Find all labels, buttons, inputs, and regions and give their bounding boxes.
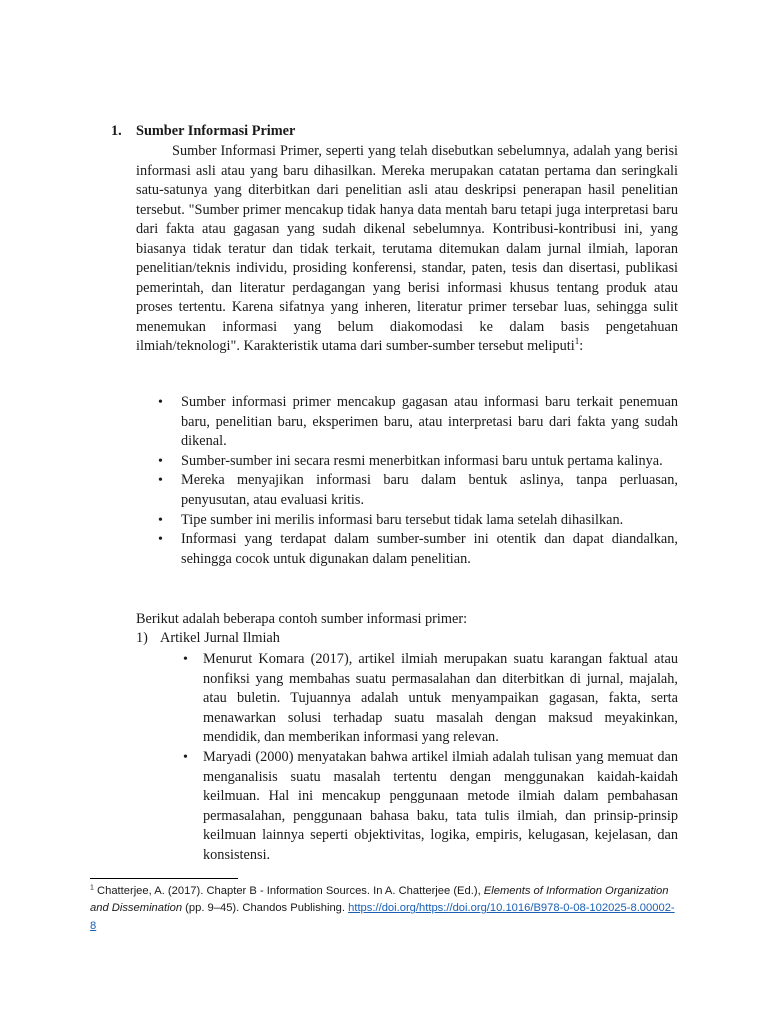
bullet-icon: •	[158, 453, 163, 469]
list-item-text: Maryadi (2000) menyatakan bahwa artikel ilmiah adalah tulisan yang memuat dan menganalisis suatu masalah tertentu dengan menggunakan kaidah-kaidah keilmuan. Hal ini mencakup penggunaan metode ilmiah dalam pembahasan permasalahan, penggunaan bahasa baku, tata tulis ilmiah, dan prinsip-prinsip keilmuan lainnya seperti objektivitas, logika, empiris, kelugasan, kejelasan, dan konsistensi.	[203, 748, 678, 863]
section-number: 1.	[111, 123, 122, 139]
list-item-text: Informasi yang terdapat dalam sumber-sumber ini otentik dan dapat diandalkan, sehingga cocok untuk digunakan dalam penelitian.	[181, 531, 678, 567]
footnote-marker: 1	[90, 884, 94, 892]
bullet-icon: •	[158, 395, 163, 410]
examples-intro: Berikut adalah beberapa contoh sumber informasi primer:	[136, 611, 468, 627]
footnote	[90, 883, 680, 935]
bullet-icon: •	[158, 532, 163, 548]
example-number: 1)	[136, 630, 148, 646]
bullet-icon: •	[183, 652, 188, 667]
doi-link[interactable]: https://doi.org/https://doi.org/10.1016/B978-0-08-102025-8.00002-8	[90, 902, 675, 932]
example-heading	[136, 629, 678, 649]
bullet-icon: •	[158, 512, 163, 528]
list-item	[136, 393, 678, 452]
list-item	[136, 530, 678, 569]
list-item	[181, 748, 678, 866]
list-item-text: Sumber informasi primer mencakup gagasan atau informasi baru terkait penemuan baru, penelitian baru, eksperimen baru, atau interpretasi baru dari fakta yang sudah dikenal.	[181, 394, 678, 450]
list-item-text: Tipe sumber ini merilis informasi baru tersebut tidak lama setelah dihasilkan.	[181, 511, 624, 528]
list-item-text: Mereka menyajikan informasi baru dalam bentuk aslinya, tanpa perluasan, penyusutan, atau evaluasi kritis.	[181, 472, 678, 508]
bullet-icon: •	[183, 749, 188, 765]
section-title: Sumber Informasi Primer	[136, 123, 296, 139]
footnote-book-title: Elements of Information Organization and Dissemination	[90, 885, 669, 915]
footnote-publisher: (pp. 9–45). Chandos Publishing.	[182, 902, 349, 915]
bullet-icon: •	[158, 473, 163, 489]
list-item-text: Menurut Komara (2017), artikel ilmiah merupakan suatu karangan faktual atau nonfiksi yang membahas suatu permasalahan dan diterbitkan di jurnal, majalah, atau buletin. Tujuannya adalah untuk menyampaikan gagasan, fakta, serta menawarkan solusi terhadap suatu masalah dengan maksud meyakinkan, mendidik, dan memberikan informasi yang relevan.	[203, 651, 678, 746]
list-item	[181, 650, 678, 748]
footnote-divider	[90, 878, 238, 879]
example-points-list	[181, 650, 678, 866]
intro-paragraph	[136, 142, 678, 357]
list-item	[136, 511, 678, 531]
section-heading	[111, 122, 671, 141]
list-item-text: Sumber-sumber ini secara resmi menerbitkan informasi baru untuk pertama kalinya.	[181, 452, 663, 469]
paragraph-text: Sumber Informasi Primer, seperti yang telah disebutkan sebelumnya, adalah yang berisi informasi asli atau yang baru dihasilkan. Mereka merupakan catatan pertama dan seringkali satu-satunya yang diterbitkan dari penelitian asli atau deskripsi penerapan hasil penelitian tersebut. "Sumber primer mencakup tidak hanya data mentah baru tetapi juga interpretasi baru dari fakta atau gagasan yang sudah dikenal sebelumnya. Kontribusi-kontribusi ini, yang biasanya tidak teratur dan tidak terkait, terutama ditemukan dalam jurnal ilmiah, laporan penelitian/teknis individu, prosiding konferensi, standar, paten, tesis dan disertasi, publikasi pemerintah, dan literatur perdagangan yang berisi informasi khusus tentang produk atau proses tertentu. Karena sifatnya yang inheren, literatur primer tersebar luas, sehingga sulit menemukan informasi yang belum diakomodasi ke dalam basis pengetahuan ilmiah/teknologi". Karakteristik utama dari sumber-sumber tersebut meliputi	[136, 143, 678, 354]
list-item	[136, 452, 678, 472]
list-item	[136, 471, 678, 510]
footnote-text: Chatterjee, A. (2017). Chapter B - Information Sources. In A. Chatterjee (Ed.),	[93, 885, 484, 897]
paragraph-colon: :	[579, 338, 584, 354]
characteristics-list	[136, 393, 678, 569]
example-title: Artikel Jurnal Ilmiah	[160, 630, 280, 646]
footnote-reference[interactable]: 1	[574, 336, 580, 347]
